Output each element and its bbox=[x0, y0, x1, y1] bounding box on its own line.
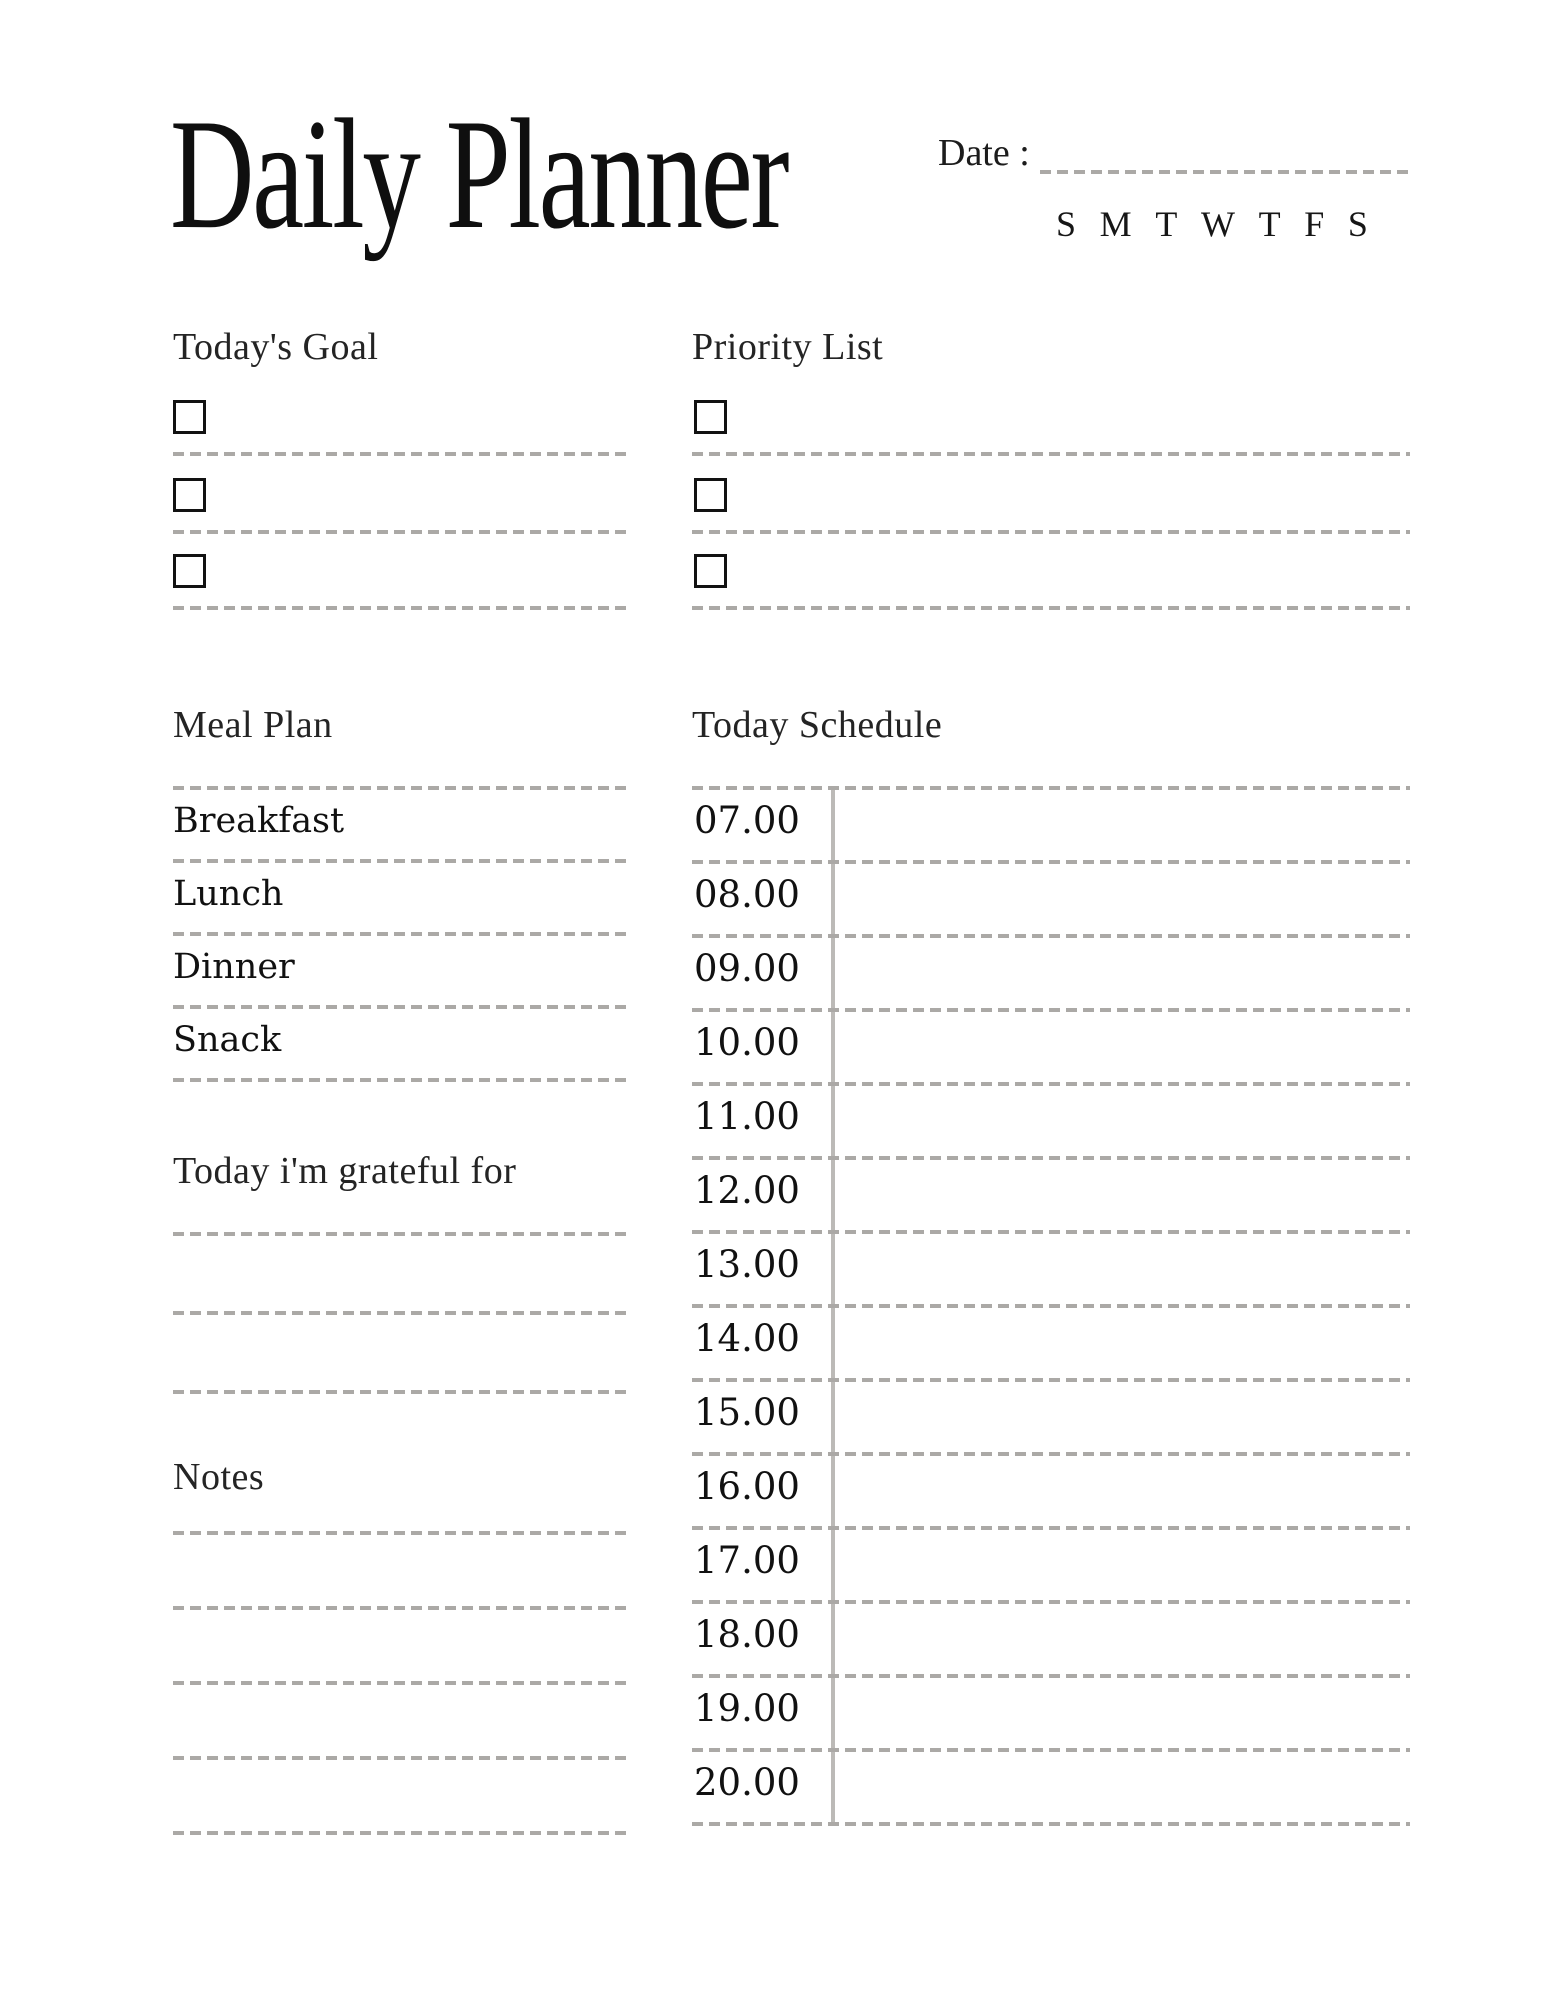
schedule-time-label: 09.00 bbox=[694, 947, 800, 990]
meal-input-line[interactable] bbox=[173, 1005, 628, 1009]
schedule-row-line[interactable] bbox=[692, 1526, 1410, 1530]
meal-label-dinner: Dinner bbox=[173, 947, 295, 987]
weekday-letter-wed[interactable]: W bbox=[1200, 204, 1235, 244]
schedule-time-label: 14.00 bbox=[694, 1317, 800, 1360]
goals-heading: Today's Goal bbox=[173, 326, 379, 368]
schedule-time-label: 16.00 bbox=[694, 1465, 800, 1508]
priority-input-line[interactable] bbox=[692, 530, 1410, 534]
schedule-heading: Today Schedule bbox=[692, 704, 943, 746]
grateful-input-line[interactable] bbox=[173, 1390, 628, 1394]
weekday-letter-fri[interactable]: F bbox=[1304, 204, 1325, 244]
schedule-time-label: 12.00 bbox=[694, 1169, 800, 1212]
notes-input-line[interactable] bbox=[173, 1756, 628, 1760]
date-label: Date : bbox=[938, 132, 1030, 174]
priority-checkbox[interactable] bbox=[694, 400, 727, 434]
meal-plan-heading: Meal Plan bbox=[173, 704, 333, 746]
schedule-time-label: 18.00 bbox=[694, 1613, 800, 1656]
schedule-row-line[interactable] bbox=[692, 1230, 1410, 1234]
priority-input-line[interactable] bbox=[692, 452, 1410, 456]
meal-input-line[interactable] bbox=[173, 859, 628, 863]
grateful-input-line[interactable] bbox=[173, 1311, 628, 1315]
weekday-selector bbox=[1056, 203, 1368, 245]
meal-label-snack: Snack bbox=[173, 1020, 282, 1060]
meal-input-line[interactable] bbox=[173, 932, 628, 936]
meal-label-lunch: Lunch bbox=[173, 874, 284, 914]
schedule-row-line[interactable] bbox=[692, 1748, 1410, 1752]
priority-input-line[interactable] bbox=[692, 606, 1410, 610]
priority-checkbox[interactable] bbox=[694, 554, 727, 588]
schedule-time-label: 11.00 bbox=[694, 1095, 800, 1138]
notes-input-line[interactable] bbox=[173, 1681, 628, 1685]
weekday-letter-tue[interactable]: T bbox=[1155, 204, 1178, 244]
weekday-letter-mon[interactable]: M bbox=[1099, 204, 1132, 244]
schedule-row-line[interactable] bbox=[692, 1822, 1410, 1826]
schedule-time-label: 17.00 bbox=[694, 1539, 800, 1582]
page-title: Daily Planner bbox=[170, 87, 788, 262]
goal-checkbox[interactable] bbox=[173, 400, 206, 434]
weekday-letter-sun[interactable]: S bbox=[1056, 204, 1077, 244]
schedule-row-line[interactable] bbox=[692, 1452, 1410, 1456]
schedule-row-line[interactable] bbox=[692, 1378, 1410, 1382]
meal-input-line[interactable] bbox=[173, 1078, 628, 1082]
schedule-time-label: 08.00 bbox=[694, 873, 800, 916]
notes-input-line[interactable] bbox=[173, 1831, 628, 1835]
schedule-row-line[interactable] bbox=[692, 1600, 1410, 1604]
goal-input-line[interactable] bbox=[173, 530, 628, 534]
priority-heading: Priority List bbox=[692, 326, 884, 368]
goal-input-line[interactable] bbox=[173, 606, 628, 610]
weekday-letter-sat[interactable]: S bbox=[1347, 204, 1368, 244]
goal-input-line[interactable] bbox=[173, 452, 628, 456]
grateful-heading: Today i'm grateful for bbox=[173, 1150, 517, 1192]
schedule-time-label: 07.00 bbox=[694, 799, 800, 842]
schedule-time-label: 13.00 bbox=[694, 1243, 800, 1286]
notes-input-line[interactable] bbox=[173, 1606, 628, 1610]
schedule-time-label: 19.00 bbox=[694, 1687, 800, 1730]
schedule-row-line[interactable] bbox=[692, 1082, 1410, 1086]
schedule-time-label: 10.00 bbox=[694, 1021, 800, 1064]
schedule-row-line[interactable] bbox=[692, 1674, 1410, 1678]
schedule-row-line[interactable] bbox=[692, 786, 1410, 790]
schedule-row-line[interactable] bbox=[692, 860, 1410, 864]
schedule-row-line[interactable] bbox=[692, 1156, 1410, 1160]
notes-input-line[interactable] bbox=[173, 1531, 628, 1535]
date-input-line[interactable] bbox=[1040, 170, 1408, 174]
schedule-row-line[interactable] bbox=[692, 1304, 1410, 1308]
schedule-row-line[interactable] bbox=[692, 934, 1410, 938]
schedule-time-label: 15.00 bbox=[694, 1391, 800, 1434]
goal-checkbox[interactable] bbox=[173, 478, 206, 512]
weekday-letter-thu[interactable]: T bbox=[1258, 204, 1281, 244]
schedule-row-line[interactable] bbox=[692, 1008, 1410, 1012]
priority-checkbox[interactable] bbox=[694, 478, 727, 512]
goal-checkbox[interactable] bbox=[173, 554, 206, 588]
meal-input-line[interactable] bbox=[173, 786, 628, 790]
meal-label-breakfast: Breakfast bbox=[173, 801, 345, 841]
notes-heading: Notes bbox=[173, 1456, 265, 1498]
grateful-input-line[interactable] bbox=[173, 1232, 628, 1236]
schedule-time-label: 20.00 bbox=[694, 1761, 800, 1804]
